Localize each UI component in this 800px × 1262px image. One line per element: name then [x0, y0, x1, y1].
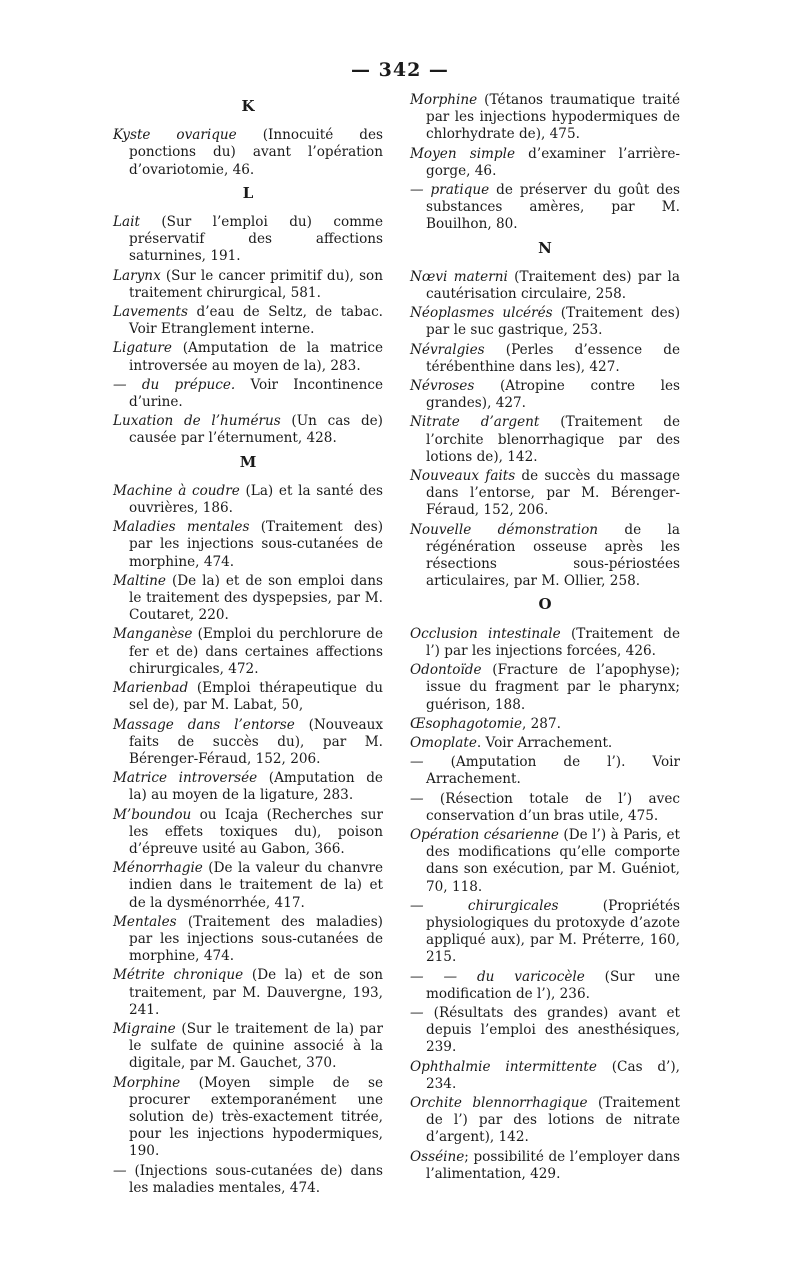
index-entry — [113, 680, 383, 714]
entry-heading: Marienbad — [113, 680, 189, 697]
section-letter: O — [538, 595, 552, 614]
entry-heading: Migraine — [113, 1020, 176, 1037]
entry-heading: Osséine — [410, 1148, 465, 1165]
entry-text: (Sur le traitement de la) par le sulfate de quinine associé à la digitale, par M. Gauchet, 370. — [129, 1020, 383, 1072]
entry-heading: Néoplasmes ulcérés — [410, 305, 553, 322]
entry-heading: — — [113, 1162, 127, 1179]
index-entry — [113, 770, 383, 804]
entry-heading: — — [410, 754, 424, 771]
entry-heading: — — du varicocèle — [410, 968, 585, 985]
entry-text: ou Icaja (Recherches sur les effets toxiques du), poison d’épreuve usité au Gabon, 366. — [129, 806, 383, 857]
index-entry — [410, 414, 680, 466]
entry-text: de succès du massage dans l’entorse, par M. Bérenger-Féraud, 152, 206. — [426, 468, 681, 519]
section-letter: L — [242, 183, 254, 202]
entry-heading: Nouveaux faits — [410, 468, 516, 485]
entry-heading: Œsophagotomie — [410, 715, 522, 732]
entry-text: d’eau de Seltz, de tabac. Voir Etranglement interne. — [129, 304, 383, 338]
entry-heading: Lavements — [113, 304, 188, 321]
entry-text: . Voir Arrachement. — [476, 734, 613, 751]
entry-heading: Luxation de l’humérus — [113, 413, 281, 430]
entry-text: (Amputation de la matrice introversée au moyen de la), 283. — [129, 340, 383, 374]
index-entry — [113, 1163, 383, 1197]
entry-text: Voir Incontinence d’urine. — [129, 376, 383, 411]
entry-heading: Morphine — [113, 1074, 181, 1091]
entry-heading: — — [410, 1004, 424, 1021]
index-entry — [410, 898, 680, 967]
index-entry — [410, 1059, 680, 1093]
right-column — [410, 92, 680, 1185]
entry-text: (Moyen simple de se procurer extemporanément une solution de) très-exactement titrée, pour les injections hypodermiques, 190. — [129, 1074, 383, 1160]
entry-text: (Innocuité des ponctions du) avant l’opération d’ovariotomie, 46. — [129, 127, 383, 178]
entry-heading: Kyste ovarique — [113, 127, 237, 144]
entry-heading: Maladies mentales — [113, 519, 250, 536]
entry-text: (Propriétés physiologiques du protoxyde d’azote appliqué aux), par M. Préterre, 160, 215. — [426, 897, 680, 966]
entry-text: (Traitement des) par le suc gastrique, 253. — [426, 305, 680, 339]
index-entry — [113, 807, 383, 859]
entry-text: (Perles d’essence de térébenthine dans les), 427. — [426, 341, 680, 375]
index-entry — [410, 754, 680, 788]
entry-text: (Amputation de l’). Voir Arrachement. — [423, 754, 680, 788]
index-entry — [113, 967, 383, 1019]
entry-heading: Omoplate — [410, 734, 477, 751]
entry-heading: Orchite blennorrhagique — [410, 1094, 588, 1111]
index-entry — [410, 969, 680, 1003]
entry-heading: Lait — [113, 214, 140, 231]
index-entry — [410, 305, 680, 339]
section-letter: N — [538, 238, 552, 257]
index-entry — [410, 1005, 680, 1057]
index-entry — [410, 1149, 680, 1183]
entry-text: (Injections sous-cutanées de) dans les maladies mentales, 474. — [126, 1162, 383, 1196]
index-entry — [410, 662, 680, 714]
index-entry — [113, 1075, 383, 1161]
index-entry — [113, 268, 383, 302]
entry-heading: Ophthalmie intermittente — [410, 1058, 597, 1075]
entry-text: (Cas d’), 234. — [426, 1058, 680, 1092]
entry-heading: — — [410, 790, 424, 807]
entry-text: (Traitement des maladies) par les injections sous-cutanées de morphine, 474. — [129, 913, 383, 965]
entry-heading: Massage dans l’entorse — [113, 716, 295, 733]
index-entry — [410, 1095, 680, 1147]
entry-text: d’examiner l’arrière-gorge, 46. — [426, 145, 680, 179]
entry-heading: — pratique — [410, 182, 490, 199]
entry-heading: Ménorrhagie — [113, 860, 203, 877]
entry-heading: Odontoïde — [410, 662, 482, 679]
entry-text: (De la valeur du chanvre indien dans le traitement de la) et de la dysménorrhée, 417. — [129, 860, 383, 911]
entry-heading: Larynx — [113, 267, 161, 284]
index-entry — [113, 1021, 383, 1073]
index-entry — [410, 522, 680, 591]
entry-text: (De la) et de son emploi dans le traitement des dyspepsies, par M. Coutaret, 220. — [129, 572, 383, 624]
entry-text: (Résultats des grandes) avant et depuis l’emploi des anesthésiques, 239. — [423, 1004, 680, 1056]
entry-heading: Mentales — [113, 913, 177, 930]
entry-text: , 287. — [522, 715, 561, 732]
entry-heading: Moyen simple — [410, 145, 516, 162]
entry-text: (Un cas de) causée par l’éternument, 428. — [129, 413, 383, 447]
index-entry — [410, 716, 680, 733]
index-entry — [113, 717, 383, 769]
section-letter: K — [241, 97, 255, 115]
entry-text: (Emploi du perchlorure de fer et de) dans certaines affections chirurgicales, 472. — [129, 626, 383, 677]
entry-text: (Traitement des) par la cautérisation circulaire, 258. — [426, 268, 680, 303]
entry-text: (Sur l’emploi du) comme préservatif des affections saturnines, 191. — [129, 214, 383, 265]
index-entry — [410, 791, 680, 825]
entry-heading: Nœvi materni — [410, 268, 508, 285]
entry-heading: Névralgies — [410, 341, 485, 358]
entry-text: (Traitement de l’orchite blenorrhagique par des lotions de), 142. — [426, 414, 680, 465]
entry-heading: Opération césarienne — [410, 826, 559, 843]
entry-heading: Manganèse — [113, 626, 193, 643]
index-entry — [113, 573, 383, 625]
index-entry — [113, 860, 383, 912]
entry-text: (Nouveaux faits de succès du), par M. Bérenger-Féraud, 152, 206. — [129, 716, 383, 767]
index-entry — [410, 735, 680, 752]
entry-text: (Traitement de l’) par des lotions de nitrate d’argent), 142. — [426, 1094, 680, 1146]
index-entry — [410, 468, 680, 520]
entry-heading: Ligature — [113, 340, 172, 357]
entry-text: (Résection totale de l’) avec conservation d’un bras utile, 475. — [423, 790, 680, 824]
index-entry — [410, 626, 680, 660]
entry-text: ; possibilité de l’employer dans l’alimentation, 429. — [426, 1148, 680, 1182]
index-entry — [410, 827, 680, 896]
entry-text: (Sur le cancer primitif du), son traitement chirurgical, 581. — [129, 267, 383, 301]
entry-text: (Amputation de la) au moyen de la ligature, 283. — [129, 770, 383, 804]
index-entry — [113, 214, 383, 266]
entry-text: (Sur une modification de l’), 236. — [426, 968, 680, 1002]
index-entry — [113, 519, 383, 571]
index-entry — [113, 626, 383, 678]
index-entry — [410, 269, 680, 303]
entry-heading: Nouvelle démonstration — [410, 521, 599, 538]
entry-heading: Machine à coudre — [113, 482, 240, 499]
entry-text: (Tétanos traumatique traité par les injections hypodermiques de chlorhydrate de), 475. — [426, 92, 680, 143]
index-entry — [113, 127, 383, 179]
entry-heading: Métrite chronique — [113, 967, 244, 984]
entry-heading: — chirurgicales — [410, 897, 559, 914]
index-entry — [410, 182, 680, 234]
page-number: — 342 — — [351, 59, 449, 81]
entry-text: de préserver du goût des substances amères, par M. Bouilhon, 80. — [426, 182, 680, 233]
entry-text: (De la) et de son traitement, par M. Dauvergne, 193, 241. — [129, 967, 383, 1018]
index-entry — [113, 914, 383, 966]
entry-text: (Traitement de l’) par les injections forcées, 426. — [426, 625, 680, 659]
entry-heading: M’boundou — [113, 806, 192, 823]
index-entry — [410, 92, 680, 144]
entry-heading: Occlusion intestinale — [410, 625, 561, 642]
left-column — [113, 92, 383, 1199]
section-letter: M — [239, 452, 257, 471]
index-entry — [410, 342, 680, 376]
entry-text: (Atropine contre les grandes), 427. — [426, 378, 680, 412]
index-entry — [410, 378, 680, 412]
entry-heading: Matrice introversée — [113, 770, 258, 787]
entry-text: (Fracture de l’apophyse); issue du fragment par le pharynx; guérison, 188. — [426, 662, 680, 713]
entry-text: (Traitement des) par les injections sous-cutanées de morphine, 474. — [129, 519, 383, 570]
entry-heading: Nitrate d’argent — [410, 414, 540, 431]
entry-text: (De l’) à Paris, et des modifications qu’elle comporte dans son exécution, par M. Guéniot, 70, 118. — [426, 826, 680, 895]
index-entry — [113, 483, 383, 517]
index-entry — [113, 304, 383, 338]
entry-heading: Morphine — [410, 92, 478, 108]
entry-heading: Névroses — [410, 378, 475, 395]
index-entry — [113, 413, 383, 447]
entry-heading: Maltine — [113, 572, 166, 589]
index-entry — [410, 146, 680, 180]
entry-heading: — du prépuce. — [113, 376, 236, 393]
index-entry — [113, 340, 383, 374]
entry-text: (Emploi thérapeutique du sel de), par M. Labat, 50, — [129, 680, 383, 714]
entry-text: (La) et la santé des ouvrières, 186. — [129, 482, 383, 517]
index-entry — [113, 377, 383, 411]
entry-text: de la régénération osseuse après les résections sous-périostées articulaires, par M. Ollier, 258. — [426, 521, 680, 590]
